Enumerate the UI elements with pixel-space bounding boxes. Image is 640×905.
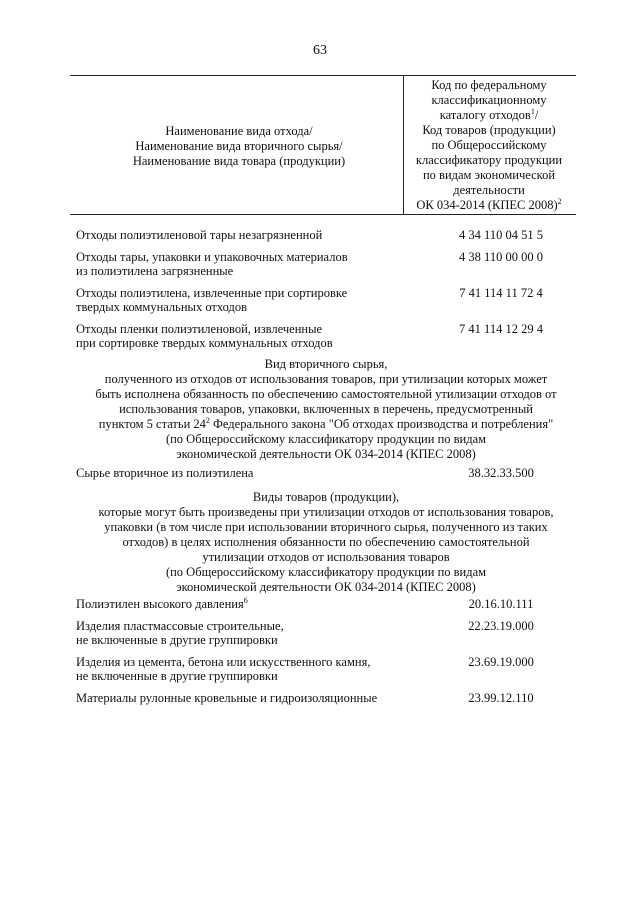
section-line: быть исполнена обязанность по обеспечению самостоятельной утилизации отходов от bbox=[95, 387, 557, 401]
header-code-line: Код по федеральному bbox=[431, 78, 547, 92]
header-code-line: по видам экономической bbox=[422, 168, 556, 182]
footnote-ref: 6 bbox=[243, 595, 248, 605]
row-name-line: Изделия из цемента, бетона или искусственного камня, bbox=[76, 655, 371, 669]
row-code: 7 41 114 12 29 4 bbox=[459, 322, 543, 336]
row-name bbox=[76, 655, 406, 683]
row-code: 23.99.12.110 bbox=[468, 691, 534, 705]
row-name bbox=[76, 228, 406, 242]
section-line: Виды товаров (продукции), bbox=[252, 490, 400, 504]
section-text: Федерального закона "Об отходах производства и потребления" bbox=[209, 417, 554, 431]
section-line: экономической деятельности ОК 034-2014 (КПЕС 2008) bbox=[176, 447, 476, 461]
page-number: 63 bbox=[313, 43, 327, 58]
header-name-line: Наименование вида вторичного сырья/ bbox=[135, 139, 343, 153]
row-name-text: Полиэтилен высокого давления bbox=[76, 597, 244, 611]
header-code-line: по Общероссийскому bbox=[431, 138, 547, 152]
section-line: использования товаров, упаковки, включенных в перечень, предусмотренный bbox=[119, 402, 533, 416]
section-line: отходов) в целях исполнения обязанности по обеспечению самостоятельной bbox=[122, 535, 530, 549]
section-line: экономической деятельности ОК 034-2014 (КПЕС 2008) bbox=[176, 580, 476, 594]
row-name-line: Отходы полиэтилена, извлеченные при сортировке bbox=[76, 286, 348, 300]
row-name bbox=[76, 597, 406, 611]
header-code-text: каталогу отходов bbox=[439, 108, 531, 122]
row-name-line: при сортировке твердых коммунальных отходов bbox=[76, 336, 333, 350]
header-code-line: классификационному bbox=[431, 93, 547, 107]
header-bottom-rule bbox=[70, 214, 576, 215]
header-name-column bbox=[76, 124, 402, 169]
section-line: упаковки (в том числе при использовании вторичного сырья, полученного из таких bbox=[104, 520, 548, 534]
row-name-line bbox=[76, 597, 406, 611]
row-name-line: твердых коммунальных отходов bbox=[76, 300, 248, 314]
row-code: 20.16.10.111 bbox=[468, 597, 534, 611]
row-name bbox=[76, 466, 406, 480]
header-name-line: Наименование вида отхода/ bbox=[165, 124, 313, 138]
footnote-ref: 2 bbox=[557, 196, 562, 206]
footnote-ref: 1 bbox=[530, 106, 535, 116]
row-name-line: Отходы пленки полиэтиленовой, извлеченные bbox=[76, 322, 323, 336]
row-code: 23.69.19.000 bbox=[468, 655, 534, 669]
section-line: Вид вторичного сырья, bbox=[264, 357, 388, 371]
header-code-line bbox=[405, 198, 573, 213]
section-line: (по Общероссийскому классификатору продукции по видам bbox=[165, 432, 487, 446]
section-line: (по Общероссийскому классификатору продукции по видам bbox=[165, 565, 487, 579]
section-line bbox=[76, 417, 576, 432]
row-name bbox=[76, 322, 406, 350]
section-heading-secondary-raw-material bbox=[76, 357, 576, 462]
section-text: пунктом 5 статьи 24 bbox=[98, 417, 206, 431]
header-code-line: Код товаров (продукции) bbox=[422, 123, 556, 137]
section-line: которые могут быть произведены при утилизации отходов от использования товаров, bbox=[98, 505, 554, 519]
section-heading-products bbox=[76, 490, 576, 595]
header-code-line: классификатору продукции bbox=[415, 153, 563, 167]
footnote-ref: 2 bbox=[205, 415, 210, 425]
header-code-column bbox=[405, 78, 573, 213]
row-code: 22.23.19.000 bbox=[468, 619, 534, 633]
row-code: 4 38 110 00 00 0 bbox=[459, 250, 543, 264]
row-name-line: Изделия пластмассовые строительные, bbox=[76, 619, 284, 633]
section-line: утилизации отходов от использования товаров bbox=[202, 550, 450, 564]
row-code: 38.32.33.500 bbox=[468, 466, 534, 480]
row-name-line: Отходы тары, упаковки и упаковочных материалов bbox=[76, 250, 348, 264]
row-code: 4 34 110 04 51 5 bbox=[459, 228, 543, 242]
row-name bbox=[76, 619, 406, 647]
row-name-line: Материалы рулонные кровельные и гидроизоляционные bbox=[76, 691, 378, 705]
row-name bbox=[76, 286, 406, 314]
header-code-text: ОК 034-2014 (КПЕС 2008) bbox=[416, 198, 558, 212]
row-name bbox=[76, 250, 406, 278]
header-code-line: деятельности bbox=[453, 183, 525, 197]
header-code-line bbox=[405, 108, 573, 123]
row-code: 7 41 114 11 72 4 bbox=[459, 286, 543, 300]
row-name-line: из полиэтилена загрязненные bbox=[76, 264, 234, 278]
header-code-slash: / bbox=[534, 108, 539, 122]
row-name-line: Отходы полиэтиленовой тары незагрязненной bbox=[76, 228, 323, 242]
row-name-line: не включенные в другие группировки bbox=[76, 669, 278, 683]
section-line: полученного из отходов от использования товаров, при утилизации которых может bbox=[104, 372, 548, 386]
row-name-line: Сырье вторичное из полиэтилена bbox=[76, 466, 254, 480]
header-name-line: Наименование вида товара (продукции) bbox=[132, 154, 346, 168]
row-name bbox=[76, 691, 406, 705]
header-column-divider bbox=[403, 75, 404, 214]
header-top-rule bbox=[70, 75, 576, 76]
row-name-line: не включенные в другие группировки bbox=[76, 633, 278, 647]
